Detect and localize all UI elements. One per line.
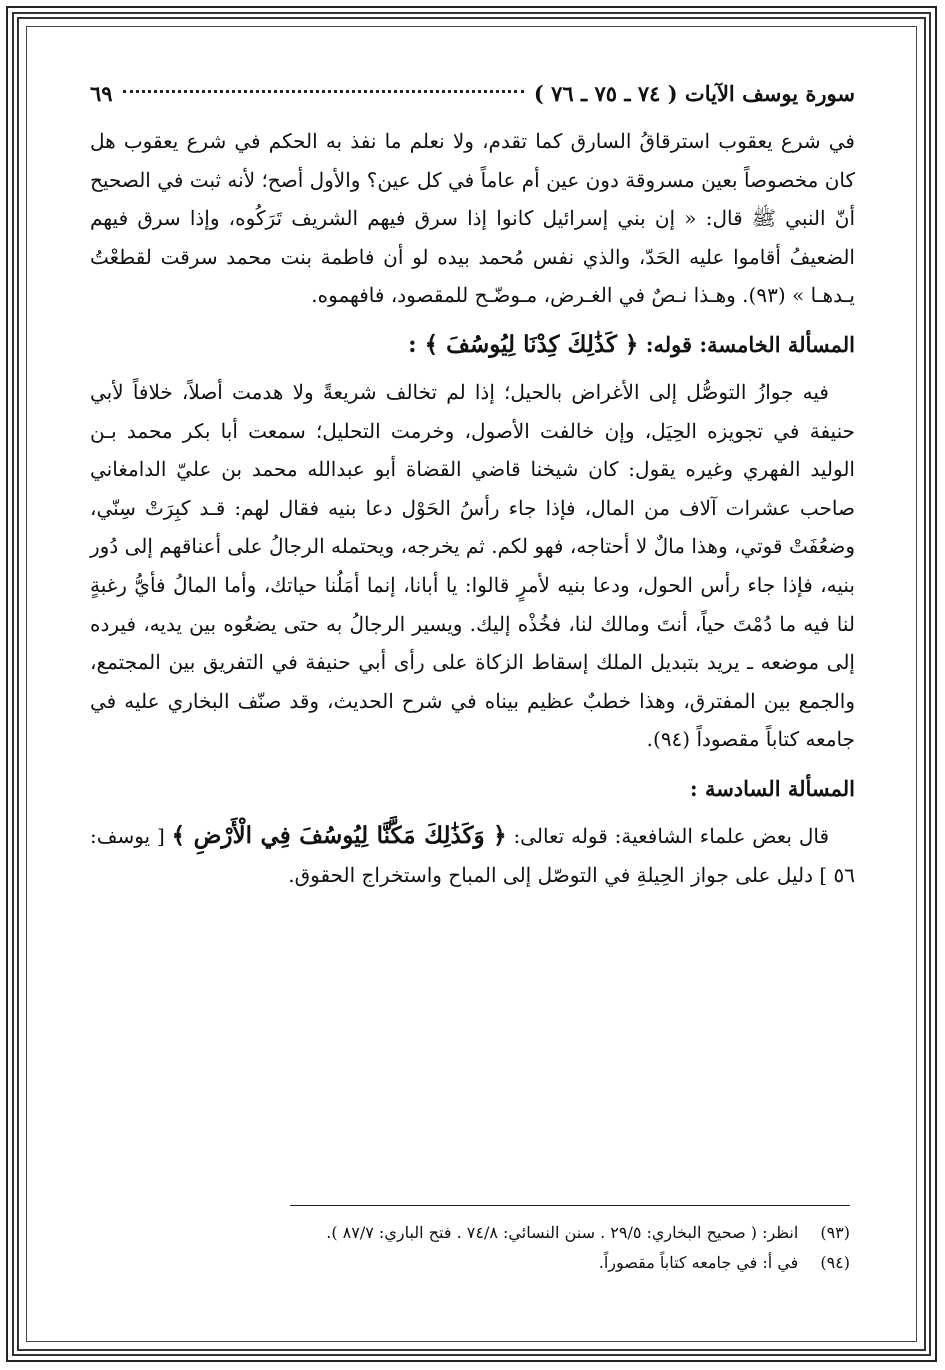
section-5-verse: ﴿ كَذَٰلِكَ كِدْنَا لِيُوسُفَ ﴾ : bbox=[408, 330, 639, 358]
paragraph-1: في شرع يعقوب استرقاقُ السارق كما تقدم، ولا نعلم ما نفذ به الحكم في شرع يعقوب هل كان مخصوصاً بعين مسروقة دون عين أم عاماً في كل عين؟ والأول أصح؛ لأنه ثبت في الصحيح أنّ النبي ﷺ قال: « إن بني إسرائيل كانوا إذا سرق فيهم الشريف تَرَكُوه، وإذا سرق فيهم الضعيفُ أقاموا عليه الحَدّ، والذي نفس مُحمد بيده لو أن فاطمة بنت محمد سرقت لقطعْتُ يـدهـا » (٩٣). وهـذا نـصٌ في الغـرض، مـوضّـح للمقصود، فافهموه. bbox=[90, 129, 855, 308]
section-5-label: المسألة الخامسة: قوله: bbox=[645, 331, 855, 357]
paragraph-2: فيه جوازُ التوصُّل إلى الأغراض بالحيل؛ إذا لم تخالف شريعةً ولا هدمت أصلاً، خلافاً لأبي حنيفة في تجويزه الحِيَل، وإن خالفت الأصول، وخرمت التحليل؛ سمعت أبا بكر محمد بـن الوليد الفهري وغيره يقول: كان شيخنا قاضي القضاة أبو عبدالله محمد بن عليّ الدامغاني صاحب عشرات آلاف من المال، فإذا جاء رأسُ الحَوْل دعا بنيه فقال لهم: قـد كبِرَتْ سِنّي، وضعُفَتْ قوتي، وهذا مالٌ لا أحتاجه، فهو لكم. ثم يخرجه، ويحتمله الرجالُ على أعناقهم إلى دُور بنيه، فإذا جاء رأس الحول، ودعا بنيه لأمرٍ قالوا: يا أبانا، إنما أمَلُنا حياتك، وأما المالُ فأيُّ رغبةٍ لنا فيه ما دُمْتَ حياً، أنتَ ومالك لنا، فخُذْه إليك. ويسير الرجالُ به حتى يضعُوه بين يديه، فيرده إلى موضعه ـ يريد بتبديل الملك إسقاط الزكاة على رأى أبي حنيفة في التفريق بين المجتمع، والجمع بين المفترق، وهذا خطبٌ عظيم بيناه في شرح الحديث، وقد صنّف البخاري عليه في جامعه كتاباً مقصوداً (٩٤). bbox=[90, 379, 856, 752]
paragraph-3-intro: قال بعض علماء الشافعية: قوله تعالى: bbox=[513, 823, 830, 848]
page-content bbox=[90, 78, 855, 894]
running-header bbox=[90, 78, 855, 110]
section-5-heading bbox=[90, 323, 855, 367]
section-6-heading: المسألة السادسة : bbox=[689, 775, 855, 801]
footnote-93 bbox=[90, 1218, 850, 1248]
paragraph-3-rest: [ يوسف: ٥٦ ] دليل على جواز الحِيلةِ في التوصّل إلى المباح واستخراج الحقوق. bbox=[90, 823, 855, 887]
page-number: ٦٩ bbox=[90, 81, 113, 106]
header-leader-dots bbox=[123, 90, 524, 93]
footnote-separator bbox=[290, 1205, 850, 1206]
footnote-94 bbox=[90, 1248, 850, 1278]
paragraph-3-verse: ﴿ وَكَذَٰلِكَ مَكَّنَّا لِيُوسُفَ فِي الْأَرْضِ ﴾ bbox=[171, 821, 507, 849]
paragraph-3 bbox=[90, 817, 855, 894]
footnote-number: (٩٣) bbox=[820, 1223, 850, 1242]
footnote-text: في أ: في جامعه كتاباً مقصوراً. bbox=[598, 1253, 799, 1272]
footnote-number: (٩٤) bbox=[820, 1253, 850, 1272]
header-title: سورة يوسف الآيات ( ٧٤ ـ ٧٥ ـ ٧٦ ) bbox=[533, 81, 855, 106]
footnote-text: انظر: ( صحيح البخاري: ٢٩/٥ . سنن النسائي: ٧٤/٨ . فتح الباري: ٨٧/٧ ). bbox=[326, 1223, 799, 1242]
footnotes bbox=[90, 1218, 850, 1278]
